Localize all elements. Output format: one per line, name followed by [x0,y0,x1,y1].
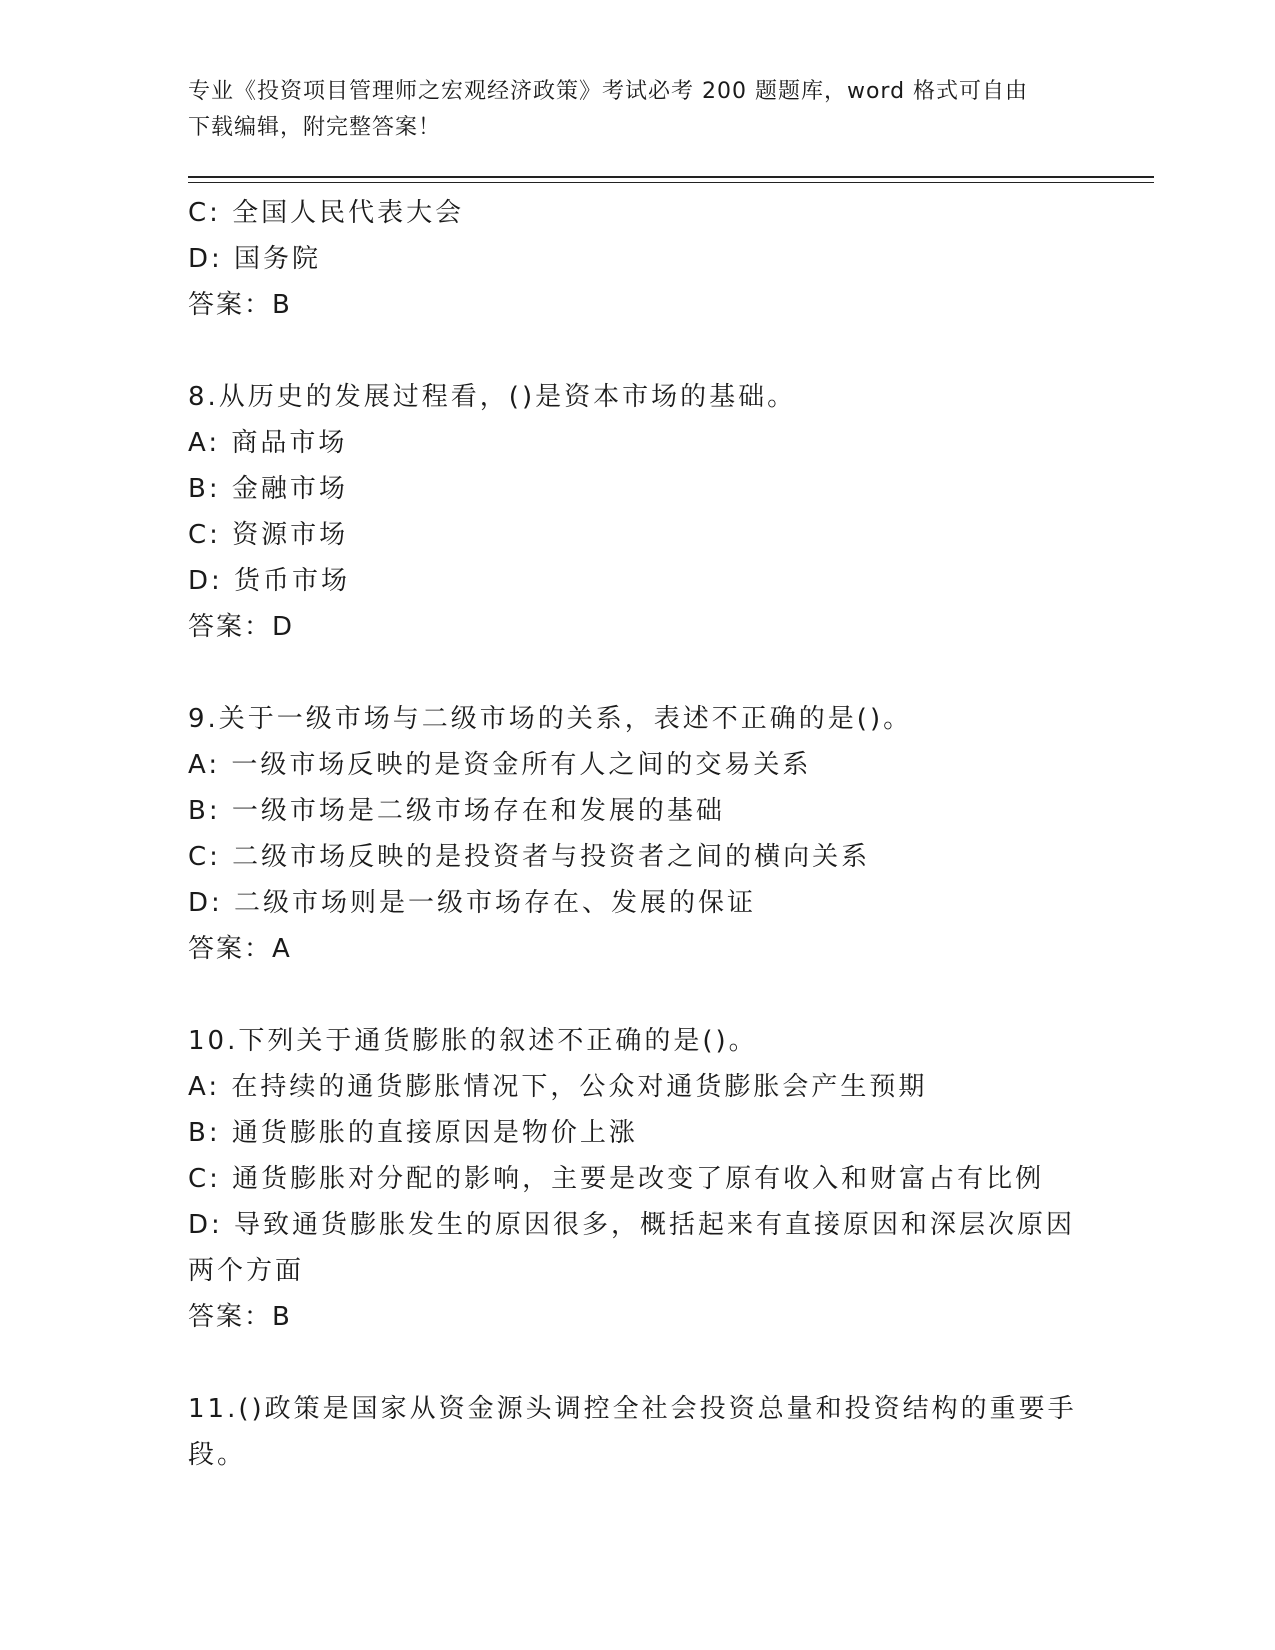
question-list [188,190,1088,1478]
question-8 [188,374,1088,650]
option-a: A: 在持续的通货膨胀情况下，公众对通货膨胀会产生预期 [188,1072,928,1102]
option-c: C: 全国人民代表大会 [188,198,465,228]
header-line-1: 专业《投资项目管理师之宏观经济政策》考试必考 200 题题库，word 格式可自由 [188,79,1029,104]
header-line-2: 下载编辑，附完整答案！ [188,115,442,140]
question-11 [188,1386,1088,1478]
question-text-line-2: 段。 [188,1440,247,1470]
option-d-line-1: D: 导致通货膨胀发生的原因很多，概括起来有直接原因和深层次原因 [188,1210,1076,1240]
spacer [188,972,1088,1018]
question-7 [188,190,1088,328]
question-text: 9.关于一级市场与二级市场的关系，表述不正确的是()。 [188,704,913,734]
question-9 [188,696,1088,972]
option-d: D: 国务院 [188,244,322,274]
question-text-line-1: 11.()政策是国家从资金源头调控全社会投资总量和投资结构的重要手 [188,1394,1077,1424]
answer: 答案：B [188,1302,292,1332]
option-d-line-2: 两个方面 [188,1256,305,1286]
option-a: A: 商品市场 [188,428,348,458]
option-c: C: 二级市场反映的是投资者与投资者之间的横向关系 [188,842,871,872]
option-b: B: 一级市场是二级市场存在和发展的基础 [188,796,725,826]
answer: 答案：A [188,934,292,964]
answer: 答案：B [188,290,292,320]
spacer [188,328,1088,374]
answer: 答案：D [188,612,295,642]
option-c: C: 通货膨胀对分配的影响，主要是改变了原有收入和财富占有比例 [188,1164,1045,1194]
option-b: B: 金融市场 [188,474,348,504]
question-text: 8.从历史的发展过程看，()是资本市场的基础。 [188,382,797,412]
option-d: D: 货币市场 [188,566,351,596]
question-10 [188,1018,1088,1340]
option-b: B: 通货膨胀的直接原因是物价上涨 [188,1118,638,1148]
spacer [188,1340,1088,1386]
question-text: 10.下列关于通货膨胀的叙述不正确的是()。 [188,1026,758,1056]
document-header [188,74,1068,146]
option-a: A: 一级市场反映的是资金所有人之间的交易关系 [188,750,812,780]
header-divider-thin [188,182,1154,183]
spacer [188,650,1088,696]
option-d: D: 二级市场则是一级市场存在、发展的保证 [188,888,757,918]
option-c: C: 资源市场 [188,520,349,550]
header-divider-thick [188,176,1154,178]
